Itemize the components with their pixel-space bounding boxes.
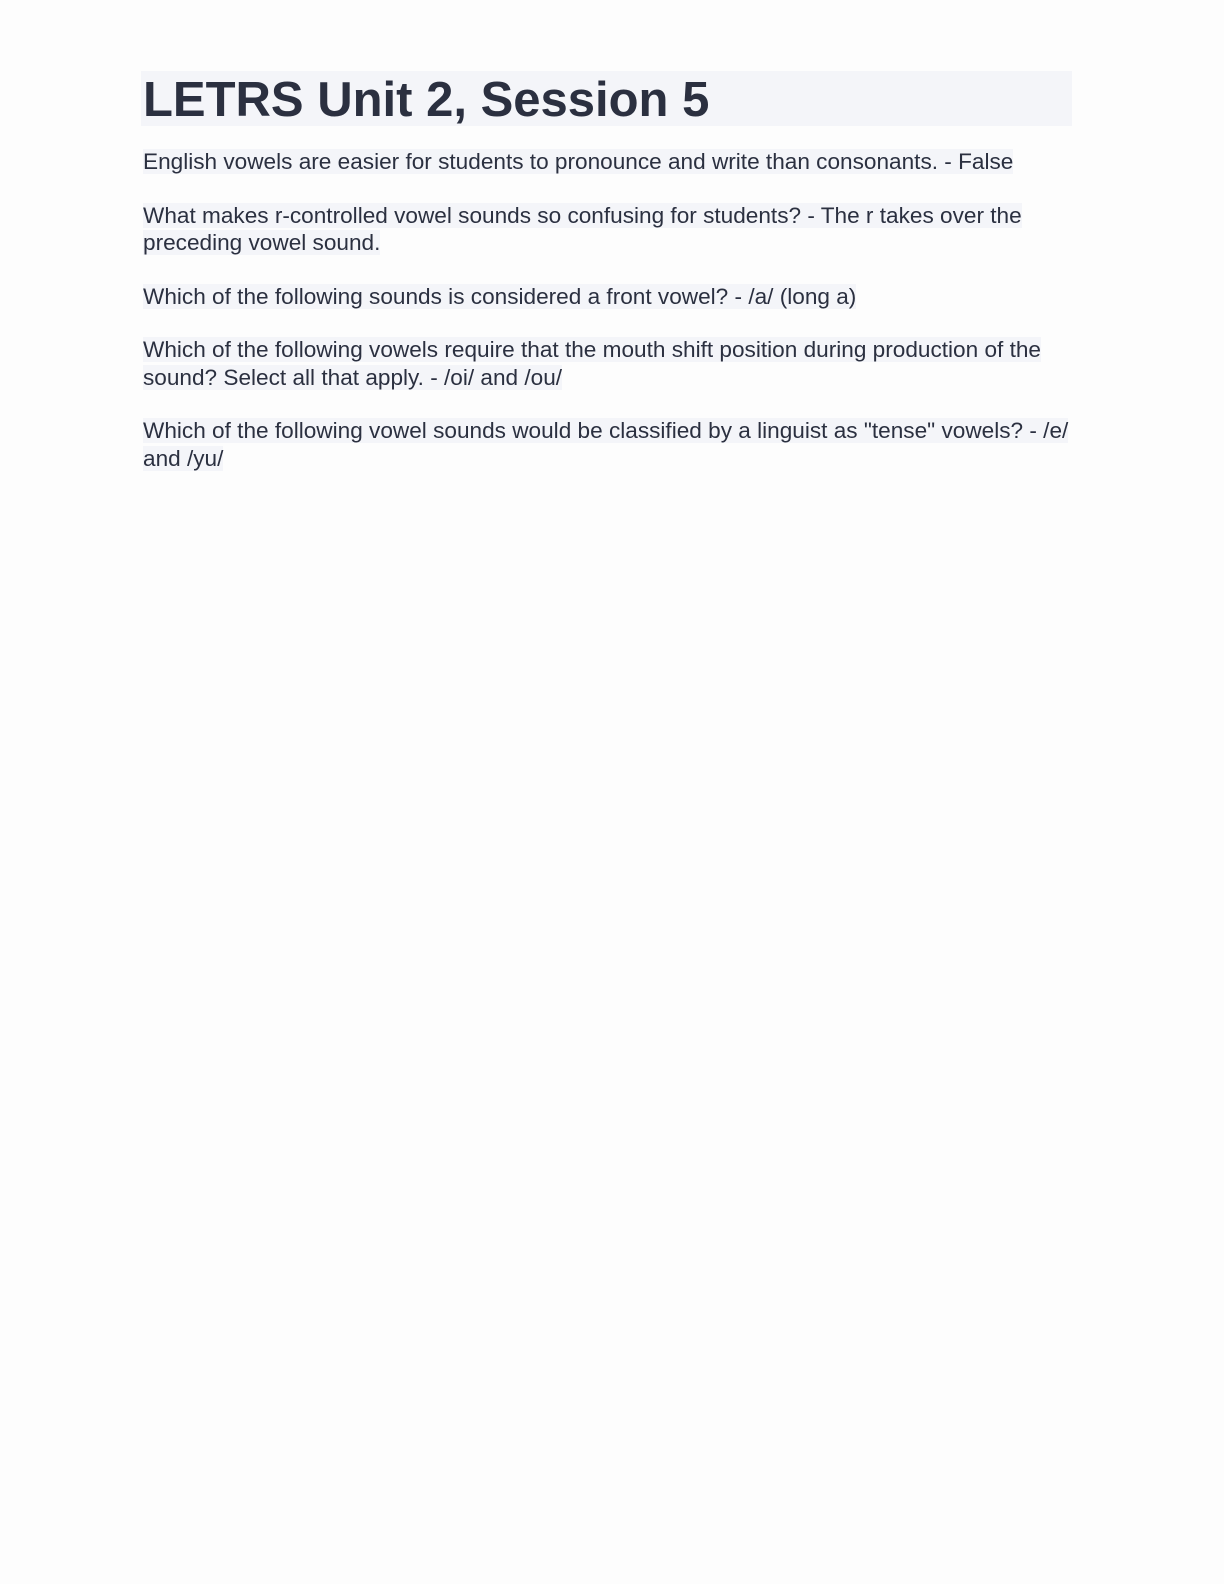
page-title: LETRS Unit 2, Session 5	[143, 73, 710, 127]
qa-list	[141, 148, 1072, 472]
qa-text: What makes r-controlled vowel sounds so confusing for students? - The r takes over the preceding vowel sound.	[143, 202, 1022, 255]
qa-text: English vowels are easier for students to pronounce and write than consonants. - False	[143, 149, 1014, 174]
qa-item	[141, 336, 1072, 391]
qa-item	[141, 202, 1072, 257]
qa-item	[141, 283, 1072, 311]
qa-item	[141, 417, 1072, 472]
qa-item	[141, 148, 1072, 176]
qa-text: Which of the following vowel sounds would be classified by a linguist as "tense" vowels? - /e/ and /yu/	[143, 418, 1069, 471]
qa-text: Which of the following sounds is considered a front vowel? - /a/ (long a)	[143, 283, 857, 309]
qa-text: Which of the following vowels require that the mouth shift position during production of the sound? Select all that apply. - /oi/ and /ou/	[143, 337, 1041, 390]
document-content	[141, 71, 1072, 498]
title-block	[141, 71, 1072, 126]
